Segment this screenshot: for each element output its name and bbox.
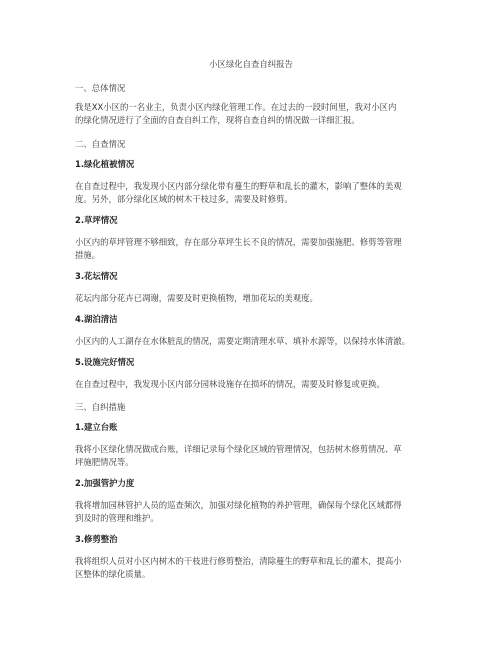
subheading: 4.湖泊清洁 [75,314,118,324]
subheading: 2.加强管护力度 [75,478,135,488]
paragraph-line: 我将增加园林管护人员的巡查频次，加强对绿化植物的养护管理，确保每个绿化区域都得 [75,500,402,510]
subheading: 5.设施完好情况 [75,357,135,367]
subheading: 3.花坛情况 [75,271,118,281]
document-title: 小区绿化自查自纠报告 [209,59,293,69]
paragraph-line: 小区内的草坪管理不够细致，存在部分草坪生长不良的情况，需要加强施肥、修剪等管理 [75,237,402,247]
paragraph-line: 我是XX小区的一名业主，负责小区内绿化管理工作。在过去的一段时间里，我对小区内 [75,102,397,112]
paragraph-line: 的绿化情况进行了全面的自查自纠工作，现将自查自纠的情况做一详细汇报。 [75,115,360,125]
subheading: 1.绿化植被情况 [75,159,135,169]
section-heading-measures: 三、自纠措施 [75,402,126,412]
subheading: 3.修剪整治 [75,534,118,544]
subheading: 1.建立台账 [75,422,118,432]
paragraph-line: 区整体的绿化质量。 [75,569,151,579]
paragraph-line: 在自查过程中，我发现小区内部分园林设施存在损坏的情况，需要及时修复或更换。 [75,379,385,389]
paragraph-line: 措施。 [75,250,101,260]
paragraph-line: 度。另外，部分绿化区域的树木干枝过多，需要及时修剪。 [75,194,293,204]
subheading: 2.草坪情况 [75,215,118,225]
paragraph-line: 在自查过程中，我发现小区内部分绿化带有蔓生的野草和乱长的灌木，影响了整体的美观 [75,181,402,191]
section-heading-overview: 一、总体情况 [75,83,126,93]
paragraph-line: 我将组织人员对小区内树木的干枝进行修剪整治，清除蔓生的野草和乱长的灌木，提高小 [75,556,402,566]
paragraph-line: 到及时的管理和维护。 [75,513,159,523]
paragraph-line: 花坛内部分花卉已凋谢，需要及时更换植物，增加花坛的美观度。 [75,293,318,303]
paragraph-line: 小区内的人工湖存在水体脏乱的情况，需要定期清理水草、填补水源等，以保持水体清澈。 [75,336,410,346]
paragraph-line: 坪施肥情况等。 [75,457,134,467]
section-heading-check: 二、自查情况 [75,139,126,149]
paragraph-line: 我将小区绿化情况做成台账，详细记录每个绿化区域的管理情况，包括树木修剪情况、草 [75,444,402,454]
